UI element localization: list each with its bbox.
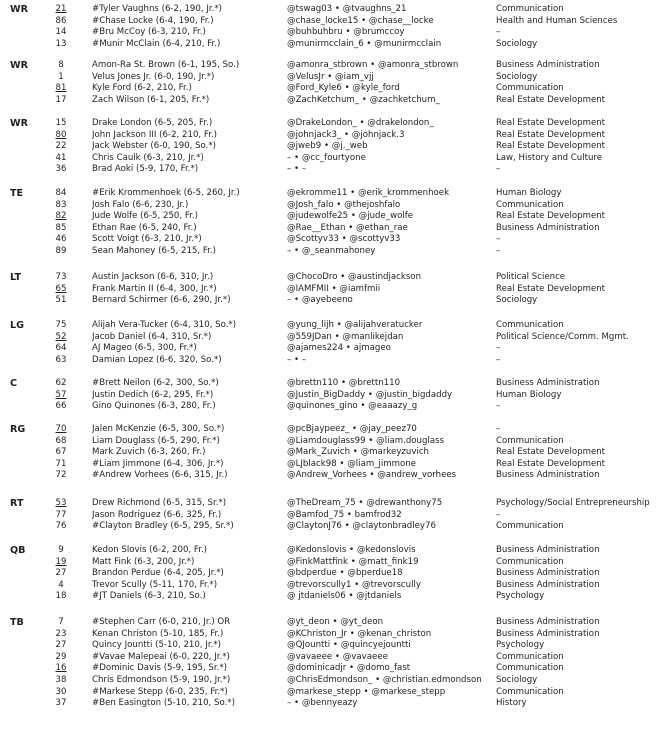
player-major: Real Estate Development xyxy=(496,129,606,140)
player-name: Ethan Rae (6-5, 240, Fr.) xyxy=(92,222,197,233)
roster-row xyxy=(0,663,660,675)
player-major: – xyxy=(496,401,501,412)
roster-row xyxy=(0,4,660,16)
social-handles: @ajames224 • ajmageo xyxy=(287,343,391,354)
player-name: #Bru McCoy (6-3, 210, Fr.) xyxy=(92,27,206,38)
social-handles: @trevorscully1 • @trevorscully xyxy=(287,579,421,590)
player-name: Quincy Jountti (5-10, 210, Jr.*) xyxy=(92,640,221,651)
player-name: Velus Jones Jr. (6-0, 190, Jr.*) xyxy=(92,71,215,82)
player-major: Human Biology xyxy=(496,389,562,400)
player-name: Jalen McKenzie (6-5, 300, So.*) xyxy=(92,424,225,434)
roster-row xyxy=(0,295,660,307)
player-major: Business Administration xyxy=(496,545,600,555)
social-handles: @ChocoDro • @austindjackson xyxy=(287,272,422,282)
jersey-number: 84 xyxy=(55,188,67,198)
social-handles: – • @bennyeazy xyxy=(287,698,358,709)
jersey-number: 80 xyxy=(55,129,67,140)
roster-row xyxy=(0,498,660,510)
position-label: C xyxy=(10,378,18,389)
jersey-number: 83 xyxy=(55,199,67,210)
jersey-number: 27 xyxy=(55,640,67,651)
jersey-number: 13 xyxy=(55,38,67,49)
roster-row xyxy=(0,141,660,153)
player-major: Real Estate Development xyxy=(496,118,606,128)
roster-row xyxy=(0,284,660,296)
social-handles: @Bamfod_75 • bamfrod32 xyxy=(287,509,402,520)
player-name: Matt Fink (6-3, 200, Jr.*) xyxy=(92,556,195,567)
social-handles: @judewolfe25 • @jude_wolfe xyxy=(287,211,414,222)
jersey-number: 72 xyxy=(55,470,67,481)
position-label: WR xyxy=(10,4,28,15)
player-major: Business Administration xyxy=(496,628,600,639)
player-name: John Jackson III (6-2, 210, Fr.) xyxy=(92,129,218,140)
roster-row xyxy=(0,188,660,200)
social-handles: @amonra_stbrown • @amonra_stbrown xyxy=(287,60,459,70)
roster-row xyxy=(0,153,660,165)
social-handles: @Mark_Zuvich • @markeyzuvich xyxy=(287,447,430,458)
social-handles: @Josh_falo • @thejoshfalo xyxy=(287,199,401,210)
player-major: – xyxy=(496,354,501,365)
player-major: – xyxy=(496,164,501,175)
position-label: RT xyxy=(10,498,24,509)
jersey-number: 41 xyxy=(55,152,67,163)
player-name: Jacob Daniel (6-4, 310, Sr.*) xyxy=(92,331,212,342)
social-handles: @559JDan • @manlikejdan xyxy=(287,331,404,342)
player-name: Chris Edmondson (5-9, 190, Jr.*) xyxy=(92,675,231,685)
social-handles: – • @_seanmahoney xyxy=(287,246,376,256)
social-handles: – • @cc_fourtyone xyxy=(287,152,366,163)
player-name: Scott Voigt (6-3, 210, Jr.*) xyxy=(92,234,202,245)
player-major: Political Science/Comm. Mgmt. xyxy=(496,331,629,342)
jersey-number: 15 xyxy=(55,118,67,128)
player-major: Law, History and Culture xyxy=(496,152,603,163)
jersey-number: 73 xyxy=(55,272,67,282)
player-name: Austin Jackson (6-6, 310, Jr.) xyxy=(92,272,214,282)
social-handles: @jweb9 • @j._web xyxy=(287,141,368,152)
social-handles: @DrakeLondon_ • @drakelondon_ xyxy=(287,118,434,128)
roster-row xyxy=(0,459,660,471)
player-name: #JT Daniels (6-3, 210, So.) xyxy=(92,591,206,602)
player-name: AJ Mageo (6-5, 300, Fr.*) xyxy=(92,343,197,354)
social-handles: – • – xyxy=(287,164,307,175)
player-major: Sociology xyxy=(496,295,538,306)
player-major: Health and Human Sciences xyxy=(496,15,618,26)
player-major: Communication xyxy=(496,556,564,567)
player-major: Business Administration xyxy=(496,568,600,579)
social-handles: @tswag03 • @tvaughns_21 xyxy=(287,4,407,14)
player-major: Real Estate Development xyxy=(496,447,606,458)
social-handles: @QJountti • @quincyejountti xyxy=(287,640,411,651)
social-handles: @bdperdue • @bperdue18 xyxy=(287,568,403,579)
roster-row xyxy=(0,424,660,436)
social-handles: @VelusJr • @iam_vjj xyxy=(287,71,374,82)
player-name: #Tyler Vaughns (6-2, 190, Jr.*) xyxy=(92,4,222,14)
social-handles: @yt_deon • @yt_deon xyxy=(287,617,384,627)
roster-row xyxy=(0,470,660,482)
player-major: Real Estate Development xyxy=(496,141,606,152)
social-handles: @brettn110 • @brettn110 xyxy=(287,378,401,388)
roster-row xyxy=(0,223,660,235)
player-major: Sociology xyxy=(496,675,538,685)
roster-row xyxy=(0,698,660,710)
jersey-number: 9 xyxy=(58,545,64,555)
social-handles: @buhbuhbru • @brumccoy xyxy=(287,27,405,38)
social-handles: @quinones_gino • @eaaazy_g xyxy=(287,401,418,412)
social-handles: @Kedonslovis • @kedonslovis xyxy=(287,545,416,555)
jersey-number: 19 xyxy=(55,556,67,567)
position-label: LG xyxy=(10,320,24,331)
social-handles: @Liamdouglass99 • @liam.douglass xyxy=(287,435,445,446)
player-major: Real Estate Development xyxy=(496,94,606,105)
jersey-number: 37 xyxy=(55,698,67,709)
jersey-number: 57 xyxy=(55,389,67,400)
social-handles: @vavaeee • @vavaeee xyxy=(287,651,388,662)
social-handles: @yung_lijh • @alijahveratucker xyxy=(287,320,423,330)
jersey-number: 14 xyxy=(55,27,67,38)
roster-row xyxy=(0,629,660,641)
player-name: Frank Martin II (6-4, 300, Jr.*) xyxy=(92,283,217,294)
jersey-number: 89 xyxy=(55,246,67,256)
jersey-number: 63 xyxy=(55,354,67,365)
player-major: Business Administration xyxy=(496,60,600,70)
roster-row xyxy=(0,390,660,402)
player-major: Sociology xyxy=(496,38,538,49)
roster-row xyxy=(0,72,660,84)
roster-row xyxy=(0,200,660,212)
jersey-number: 16 xyxy=(55,663,67,674)
jersey-number: 85 xyxy=(55,222,67,233)
roster-row xyxy=(0,272,660,284)
social-handles: @ jtdaniels06 • @jtdaniels xyxy=(287,591,402,602)
roster-row xyxy=(0,164,660,176)
roster-row xyxy=(0,118,660,130)
jersey-number: 66 xyxy=(55,401,67,412)
player-name: Liam Douglass (6-5, 290, Fr.*) xyxy=(92,435,220,446)
social-handles: @IAMFMII • @iamfmii xyxy=(287,283,381,294)
player-name: Mark Zuvich (6-3, 260, Fr.) xyxy=(92,447,206,458)
roster-row xyxy=(0,687,660,699)
jersey-number: 71 xyxy=(55,458,67,469)
player-name: #Erik Krommenhoek (6-5, 260, Jr.) xyxy=(92,188,240,198)
player-major: Communication xyxy=(496,521,564,532)
player-major: Communication xyxy=(496,663,564,674)
player-name: Damian Lopez (6-6, 320, So.*) xyxy=(92,354,222,365)
roster-row xyxy=(0,510,660,522)
roster-row xyxy=(0,332,660,344)
player-major: Real Estate Development xyxy=(496,211,606,222)
player-name: Justin Dedich (6-2, 295, Fr.*) xyxy=(92,389,214,400)
player-name: Josh Falo (6-6, 230, Jr.) xyxy=(92,199,189,210)
player-name: #Liam Jimmone (6-4, 306, Jr.*) xyxy=(92,458,224,469)
player-major: Sociology xyxy=(496,71,538,82)
roster-row xyxy=(0,320,660,332)
social-handles: @johnjack3_ • @johnjack.3 xyxy=(287,129,405,140)
position-label: WR xyxy=(10,118,28,129)
jersey-number: 4 xyxy=(58,579,64,590)
player-major: Human Biology xyxy=(496,188,562,198)
jersey-number: 70 xyxy=(55,424,67,434)
social-handles: @KChriston_Jr • @kenan_christon xyxy=(287,628,432,639)
player-major: Business Administration xyxy=(496,470,600,481)
roster-row xyxy=(0,246,660,258)
social-handles: @Justin_BigDaddy • @justin_bigdaddy xyxy=(287,389,453,400)
player-major: Business Administration xyxy=(496,579,600,590)
roster-row xyxy=(0,568,660,580)
jersey-number: 51 xyxy=(55,295,67,306)
roster-row xyxy=(0,95,660,107)
roster-row xyxy=(0,591,660,603)
jersey-number: 22 xyxy=(55,141,67,152)
jersey-number: 36 xyxy=(55,164,67,175)
player-major: Communication xyxy=(496,199,564,210)
roster-row xyxy=(0,83,660,95)
roster-row xyxy=(0,640,660,652)
roster-row xyxy=(0,436,660,448)
social-handles: @ZachKetchum_ • @zachketchum_ xyxy=(287,94,440,105)
jersey-number: 21 xyxy=(55,4,67,14)
player-name: Brandon Perdue (6-4, 205, Jr.*) xyxy=(92,568,224,579)
jersey-number: 17 xyxy=(55,94,67,105)
player-name: Drake London (6-5, 205, Fr.) xyxy=(92,118,213,128)
roster-row xyxy=(0,675,660,687)
player-name: #Stephen Carr (6-0, 210, Jr.) OR xyxy=(92,617,231,627)
jersey-number: 1 xyxy=(58,71,64,82)
position-label: WR xyxy=(10,60,28,71)
roster-row xyxy=(0,557,660,569)
player-name: Trevor Scully (5-11, 170, Fr.*) xyxy=(92,579,218,590)
roster-row xyxy=(0,16,660,28)
player-name: #Munir McClain (6-4, 210, Fr.) xyxy=(92,38,221,49)
jersey-number: 18 xyxy=(55,591,67,602)
social-handles: @chase_locke15 • @chase__locke xyxy=(287,15,434,26)
player-name: Kyle Ford (6-2, 210, Fr.) xyxy=(92,83,192,94)
jersey-number: 29 xyxy=(55,651,67,662)
player-name: Drew Richmond (6-5, 315, Sr.*) xyxy=(92,498,227,508)
position-label: TB xyxy=(10,617,24,628)
social-handles: @Andrew_Vorhees • @andrew_vorhees xyxy=(287,470,457,481)
player-major: Business Administration xyxy=(496,222,600,233)
jersey-number: 7 xyxy=(58,617,64,627)
player-name: #Markese Stepp (6-0, 235, Fr.*) xyxy=(92,686,228,697)
roster-row xyxy=(0,617,660,629)
jersey-number: 62 xyxy=(55,378,67,388)
player-major: – xyxy=(496,246,501,256)
social-handles: @ekromme11 • @erik_krommenhoek xyxy=(287,188,450,198)
roster-row xyxy=(0,545,660,557)
social-handles: @munirmcclain_6 • @munirmcclain xyxy=(287,38,442,49)
roster-row xyxy=(0,39,660,51)
roster-row xyxy=(0,343,660,355)
player-major: Psychology xyxy=(496,640,545,651)
player-major: Business Administration xyxy=(496,378,600,388)
roster-row xyxy=(0,521,660,533)
jersey-number: 27 xyxy=(55,568,67,579)
player-name: Zach Wilson (6-1, 205, Fr.*) xyxy=(92,94,210,105)
social-handles: @TheDream_75 • @drewanthony75 xyxy=(287,498,443,508)
player-name: Alijah Vera-Tucker (6-4, 310, So.*) xyxy=(92,320,237,330)
player-name: #Andrew Vorhees (6-6, 315, Jr.) xyxy=(92,470,228,481)
social-handles: @pcBjaypeez_ • @jay_peez70 xyxy=(287,424,417,434)
player-major: Real Estate Development xyxy=(496,458,606,469)
roster-row xyxy=(0,60,660,72)
player-major: Communication xyxy=(496,320,564,330)
jersey-number: 23 xyxy=(55,628,67,639)
player-major: Real Estate Development xyxy=(496,283,606,294)
player-major: – xyxy=(496,234,501,245)
jersey-number: 68 xyxy=(55,435,67,446)
social-handles: @ChrisEdmondson_ • @christian.edmondson xyxy=(287,675,482,685)
jersey-number: 77 xyxy=(55,509,67,520)
social-handles: @Scottyv33 • @scottyv33 xyxy=(287,234,401,245)
player-name: Chris Caulk (6-3, 210, Jr.*) xyxy=(92,152,204,163)
roster-row xyxy=(0,27,660,39)
roster-row xyxy=(0,234,660,246)
roster-row xyxy=(0,652,660,664)
jersey-number: 75 xyxy=(55,320,67,330)
jersey-number: 30 xyxy=(55,686,67,697)
social-handles: @ClaytonJ76 • @claytonbradley76 xyxy=(287,521,436,532)
player-major: – xyxy=(496,27,501,38)
roster-row xyxy=(0,401,660,413)
player-name: #Vavae Malepeai (6-0, 220, Jr.*) xyxy=(92,651,230,662)
roster-row xyxy=(0,130,660,142)
player-major: Political Science xyxy=(496,272,566,282)
player-major: Psychology xyxy=(496,591,545,602)
jersey-number: 76 xyxy=(55,521,67,532)
player-major: – xyxy=(496,424,501,434)
position-label: TE xyxy=(10,188,24,199)
player-name: Jason Rodriguez (6-6, 325, Fr.) xyxy=(92,509,222,520)
player-major: Communication xyxy=(496,435,564,446)
player-major: Communication xyxy=(496,651,564,662)
player-major: Communication xyxy=(496,4,564,14)
player-major: History xyxy=(496,698,527,709)
jersey-number: 52 xyxy=(55,331,67,342)
player-name: Gino Quinones (6-3, 280, Fr.) xyxy=(92,401,216,412)
position-label: RG xyxy=(10,424,26,435)
player-major: – xyxy=(496,509,501,520)
player-name: Brad Aoki (5-9, 170, Fr.*) xyxy=(92,164,199,175)
jersey-number: 65 xyxy=(55,283,67,294)
social-handles: @LJblack98 • @liam_jimmone xyxy=(287,458,417,469)
player-major: Communication xyxy=(496,83,564,94)
player-major: – xyxy=(496,343,501,354)
roster-row xyxy=(0,355,660,367)
player-name: Sean Mahoney (6-5, 215, Fr.) xyxy=(92,246,216,256)
jersey-number: 82 xyxy=(55,211,67,222)
player-name: #Clayton Bradley (6-5, 295, Sr.*) xyxy=(92,521,234,532)
player-major: Psychology/Social Entrepreneurship xyxy=(496,498,650,508)
player-name: Amon-Ra St. Brown (6-1, 195, So.) xyxy=(92,60,240,70)
jersey-number: 38 xyxy=(55,675,67,685)
player-name: #Chase Locke (6-4, 190, Fr.) xyxy=(92,15,214,26)
jersey-number: 8 xyxy=(58,60,64,70)
position-label: LT xyxy=(10,272,22,283)
social-handles: @Rae__Ethan • @ethan_rae xyxy=(287,222,408,233)
player-name: #Brett Neilon (6-2, 300, So.*) xyxy=(92,378,219,388)
jersey-number: 81 xyxy=(55,83,67,94)
player-name: Kenan Christon (5-10, 185, Fr.) xyxy=(92,628,224,639)
jersey-number: 86 xyxy=(55,15,67,26)
jersey-number: 64 xyxy=(55,343,67,354)
position-label: QB xyxy=(10,545,26,556)
roster-row xyxy=(0,211,660,223)
jersey-number: 46 xyxy=(55,234,67,245)
roster-row xyxy=(0,447,660,459)
jersey-number: 67 xyxy=(55,447,67,458)
social-handles: @markese_stepp • @markese_stepp xyxy=(287,686,446,697)
player-name: Jude Wolfe (6-5, 250, Fr.) xyxy=(92,211,199,222)
social-handles: @FinkMattfink • @matt_fink19 xyxy=(287,556,419,567)
social-handles: @dominicadjr • @domo_fast xyxy=(287,663,411,674)
social-handles: – • – xyxy=(287,354,307,365)
roster-row xyxy=(0,378,660,390)
social-handles: – • @ayebeeno xyxy=(287,295,353,306)
player-name: Jack Webster (6-0, 190, So.*) xyxy=(92,141,217,152)
player-name: #Ben Easington (5-10, 210, So.*) xyxy=(92,698,235,709)
player-name: #Dominic Davis (5-9, 195, Sr.*) xyxy=(92,663,227,674)
player-major: Communication xyxy=(496,686,564,697)
player-major: Business Administration xyxy=(496,617,600,627)
roster-row xyxy=(0,580,660,592)
player-name: Bernard Schirmer (6-6, 290, Jr.*) xyxy=(92,295,231,306)
jersey-number: 53 xyxy=(55,498,67,508)
player-name: Kedon Slovis (6-2, 200, Fr.) xyxy=(92,545,208,555)
social-handles: @Ford_Kyle6 • @kyle_ford xyxy=(287,83,400,94)
